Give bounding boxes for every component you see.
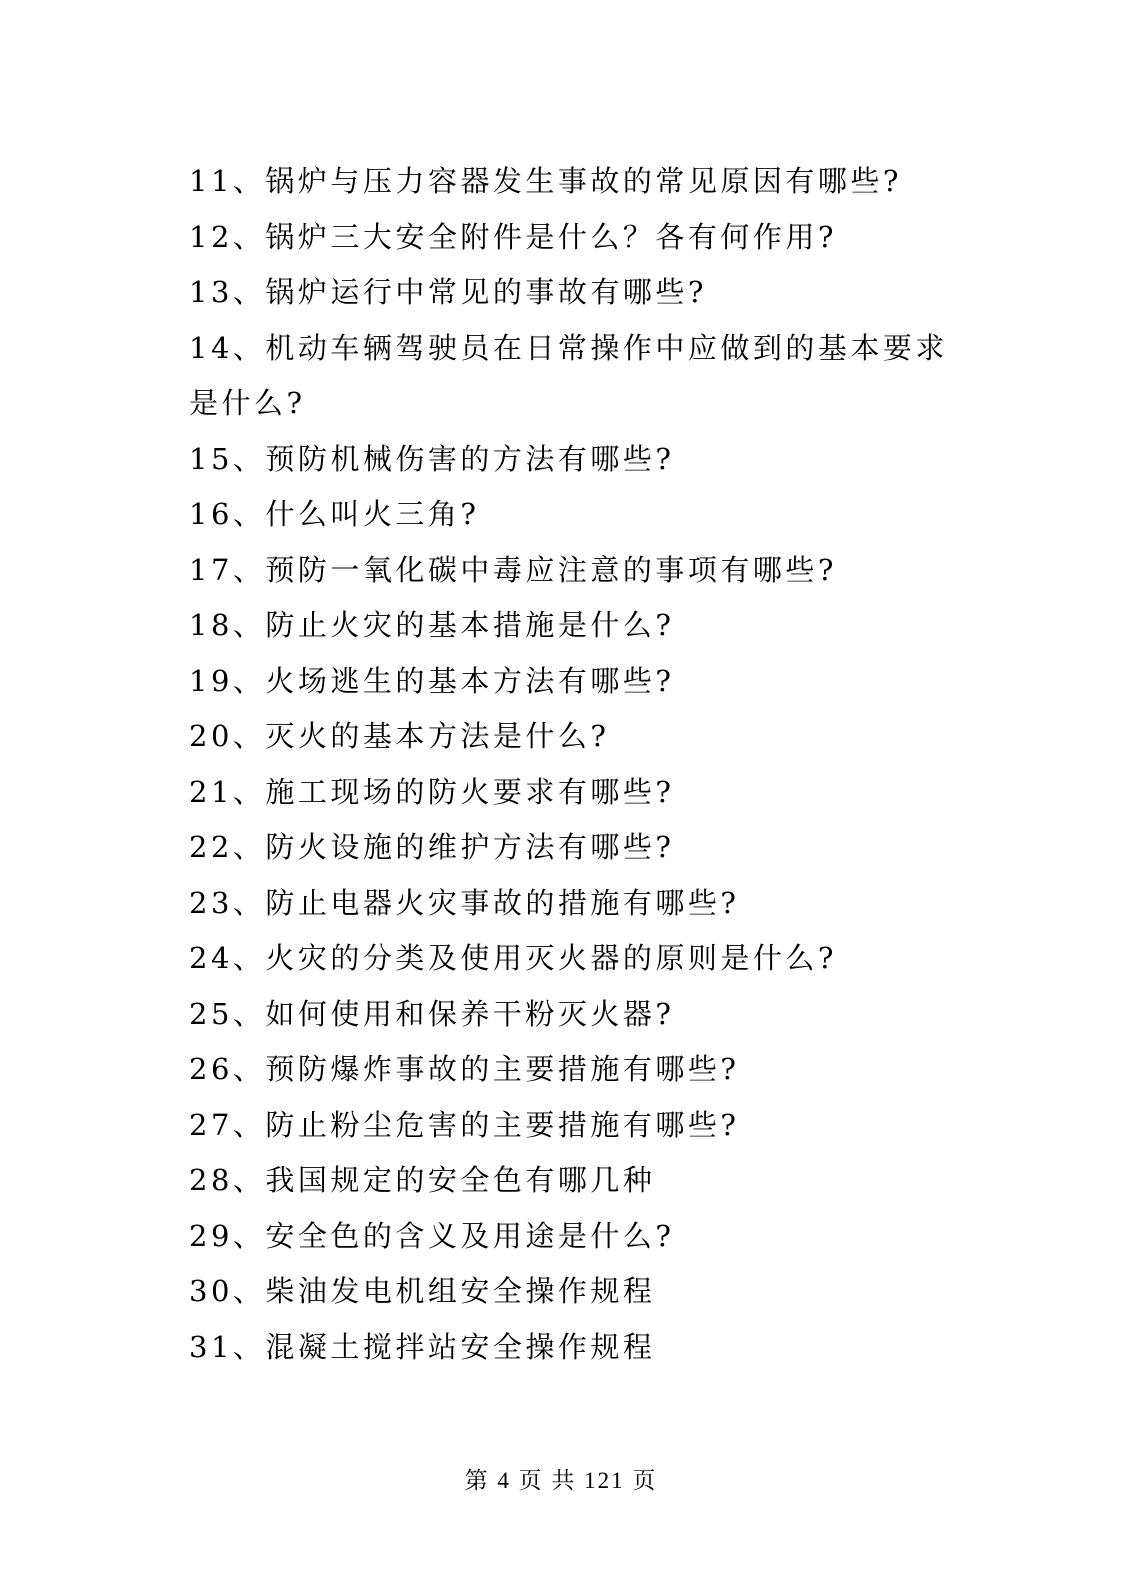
question-list [189, 154, 969, 1375]
question-item: 21、施工现场的防火要求有哪些? [189, 774, 675, 809]
question-item: 11、锅炉与压力容器发生事故的常见原因有哪些? [189, 164, 902, 198]
question-item: 28、我国规定的安全色有哪几种 [189, 1163, 656, 1197]
question-item: 31、混凝土搅拌站安全操作规程 [189, 1329, 656, 1364]
question-item: 22、防火设施的维护方法有哪些? [189, 830, 675, 864]
question-item: 16、什么叫火三角? [189, 497, 480, 531]
question-item: 26、预防爆炸事故的主要措施有哪些? [189, 1052, 740, 1086]
page-number-footer: 第 4 页 共 121 页 [464, 1468, 658, 1493]
question-item: 20、灭火的基本方法是什么? [189, 719, 610, 753]
question-item: 27、防止粉尘危害的主要措施有哪些? [189, 1107, 740, 1142]
question-item: 30、柴油发电机组安全操作规程 [189, 1274, 656, 1308]
question-item: 17、预防一氧化碳中毒应注意的事项有哪些? [189, 552, 837, 587]
question-item: 25、如何使用和保养干粉灭火器? [189, 996, 675, 1031]
question-item: 12、锅炉三大安全附件是什么？各有何作用? [189, 219, 837, 254]
question-item: 13、锅炉运行中常见的事故有哪些? [189, 275, 707, 309]
question-item: 24、火灾的分类及使用灭火器的原则是什么? [189, 941, 837, 975]
question-item: 18、防止火灾的基本措施是什么? [189, 608, 675, 642]
question-item: 29、安全色的含义及用途是什么? [189, 1218, 675, 1253]
question-item: 19、火场逃生的基本方法有哪些? [189, 663, 675, 698]
question-item: 15、预防机械伤害的方法有哪些? [189, 441, 675, 476]
question-item: 14、机动车辆驾驶员在日常操作中应做到的基本要求是什么? [189, 330, 948, 420]
question-item: 23、防止电器火灾事故的措施有哪些? [189, 885, 740, 920]
